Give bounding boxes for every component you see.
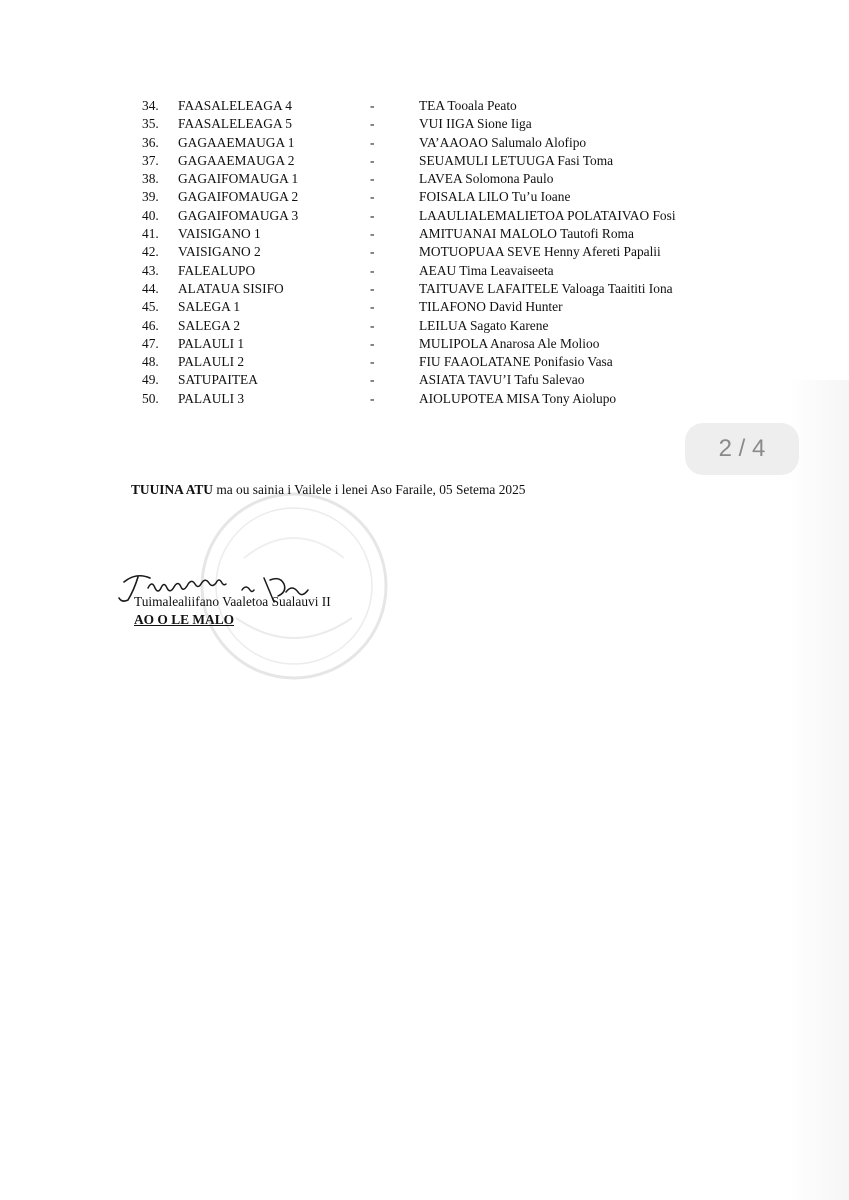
row-number: 36. bbox=[142, 134, 159, 150]
member-name: SEUAMULI LETUUGA Fasi Toma bbox=[419, 152, 614, 168]
row-number: 48. bbox=[142, 354, 159, 370]
constituency-row bbox=[0, 134, 849, 152]
constituency-row bbox=[0, 390, 849, 408]
constituency-name: GAGAIFOMAUGA 2 bbox=[178, 189, 299, 205]
row-number: 35. bbox=[142, 116, 159, 132]
page-indicator: 2 / 4 bbox=[685, 423, 799, 475]
constituency-name: GAGAIFOMAUGA 1 bbox=[178, 171, 299, 187]
row-number: 47. bbox=[142, 335, 159, 351]
separator-dash: - bbox=[370, 98, 375, 113]
constituency-name: GAGAIFOMAUGA 3 bbox=[178, 207, 299, 223]
constituency-name: FALEALUPO bbox=[178, 262, 256, 278]
separator-dash: - bbox=[370, 226, 375, 242]
constituency-name: GAGAAEMAUGA 1 bbox=[178, 134, 295, 150]
member-name: TEA Tooala Peato bbox=[419, 98, 517, 113]
row-number: 40. bbox=[142, 207, 159, 223]
constituency-row bbox=[0, 335, 849, 353]
row-number: 38. bbox=[142, 171, 159, 187]
member-name: LAVEA Solomona Paulo bbox=[419, 171, 554, 187]
separator-dash: - bbox=[370, 317, 375, 333]
row-number: 50. bbox=[142, 390, 159, 406]
row-number: 39. bbox=[142, 189, 159, 205]
constituency-name: GAGAAEMAUGA 2 bbox=[178, 152, 295, 168]
member-name: VUI IIGA Sione Iiga bbox=[419, 116, 532, 132]
constituency-row bbox=[0, 243, 849, 261]
member-name: AEAU Tima Leavaiseeta bbox=[419, 262, 554, 278]
member-name: ASIATA TAVU’I Tafu Salevao bbox=[419, 372, 585, 388]
separator-dash: - bbox=[370, 262, 375, 278]
separator-dash: - bbox=[370, 116, 375, 132]
constituency-row bbox=[0, 371, 849, 389]
promulgation-lead: TUUINA ATU bbox=[131, 482, 213, 497]
constituency-row bbox=[0, 152, 849, 170]
separator-dash: - bbox=[370, 171, 375, 187]
member-name: LAAULIALEMALIETOA POLATAIVAO Fosi bbox=[419, 207, 676, 223]
row-number: 46. bbox=[142, 317, 159, 333]
constituency-row bbox=[0, 317, 849, 335]
constituency-name: PALAULI 1 bbox=[178, 335, 245, 351]
separator-dash: - bbox=[370, 354, 375, 370]
separator-dash: - bbox=[370, 372, 375, 388]
row-number: 45. bbox=[142, 299, 159, 315]
constituency-name: ALATAUA SISIFO bbox=[178, 280, 284, 296]
constituency-row bbox=[0, 207, 849, 225]
constituency-row bbox=[0, 97, 849, 115]
member-name: FIU FAAOLATANE Ponifasio Vasa bbox=[419, 354, 613, 370]
row-number: 42. bbox=[142, 244, 159, 260]
row-number: 44. bbox=[142, 280, 159, 296]
constituency-row bbox=[0, 115, 849, 133]
separator-dash: - bbox=[370, 244, 375, 260]
separator-dash: - bbox=[370, 134, 375, 150]
promulgation-text: ma ou sainia i Vailele i lenei Aso Faraile, 05 Setema 2025 bbox=[212, 482, 526, 497]
member-name: MOTUOPUAA SEVE Henny Afereti Papalii bbox=[419, 244, 661, 260]
constituency-name: SALEGA 2 bbox=[178, 317, 241, 333]
separator-dash: - bbox=[370, 280, 375, 296]
member-name: VA’AAOAO Salumalo Alofipo bbox=[419, 134, 587, 150]
constituency-name: VAISIGANO 2 bbox=[178, 244, 261, 260]
constituency-name: FAASALELEAGA 5 bbox=[178, 116, 292, 132]
constituency-row bbox=[0, 280, 849, 298]
row-number: 37. bbox=[142, 152, 159, 168]
constituency-list bbox=[0, 97, 849, 408]
member-name: MULIPOLA Anarosa Ale Molioo bbox=[419, 335, 600, 351]
signatory-title: AO O LE MALO bbox=[134, 612, 235, 627]
separator-dash: - bbox=[370, 189, 375, 205]
page-edge-shadow bbox=[789, 380, 849, 1200]
constituency-name: FAASALELEAGA 4 bbox=[178, 98, 292, 113]
member-name: TAITUAVE LAFAITELE Valoaga Taaititi Iona bbox=[419, 280, 673, 296]
separator-dash: - bbox=[370, 390, 375, 406]
constituency-row bbox=[0, 262, 849, 280]
signatory-name: Tuimalealiifano Vaaletoa Sualauvi II bbox=[134, 594, 331, 609]
constituency-name: SATUPAITEA bbox=[178, 372, 258, 388]
member-name: TILAFONO David Hunter bbox=[419, 299, 563, 315]
constituency-row bbox=[0, 225, 849, 243]
row-number: 34. bbox=[142, 98, 159, 113]
member-name: FOISALA LILO Tu’u Ioane bbox=[419, 189, 571, 205]
member-name: AMITUANAI MALOLO Tautofi Roma bbox=[419, 226, 634, 242]
separator-dash: - bbox=[370, 152, 375, 168]
constituency-name: PALAULI 2 bbox=[178, 354, 245, 370]
constituency-row bbox=[0, 298, 849, 316]
constituency-row bbox=[0, 188, 849, 206]
row-number: 49. bbox=[142, 372, 159, 388]
constituency-name: PALAULI 3 bbox=[178, 390, 245, 406]
separator-dash: - bbox=[370, 299, 375, 315]
promulgation-statement bbox=[131, 481, 526, 499]
constituency-row bbox=[0, 170, 849, 188]
separator-dash: - bbox=[370, 335, 375, 351]
member-name: LEILUA Sagato Karene bbox=[419, 317, 549, 333]
row-number: 43. bbox=[142, 262, 159, 278]
separator-dash: - bbox=[370, 207, 375, 223]
constituency-name: VAISIGANO 1 bbox=[178, 226, 261, 242]
constituency-name: SALEGA 1 bbox=[178, 299, 241, 315]
row-number: 41. bbox=[142, 226, 159, 242]
constituency-row bbox=[0, 353, 849, 371]
member-name: AIOLUPOTEA MISA Tony Aiolupo bbox=[419, 390, 617, 406]
